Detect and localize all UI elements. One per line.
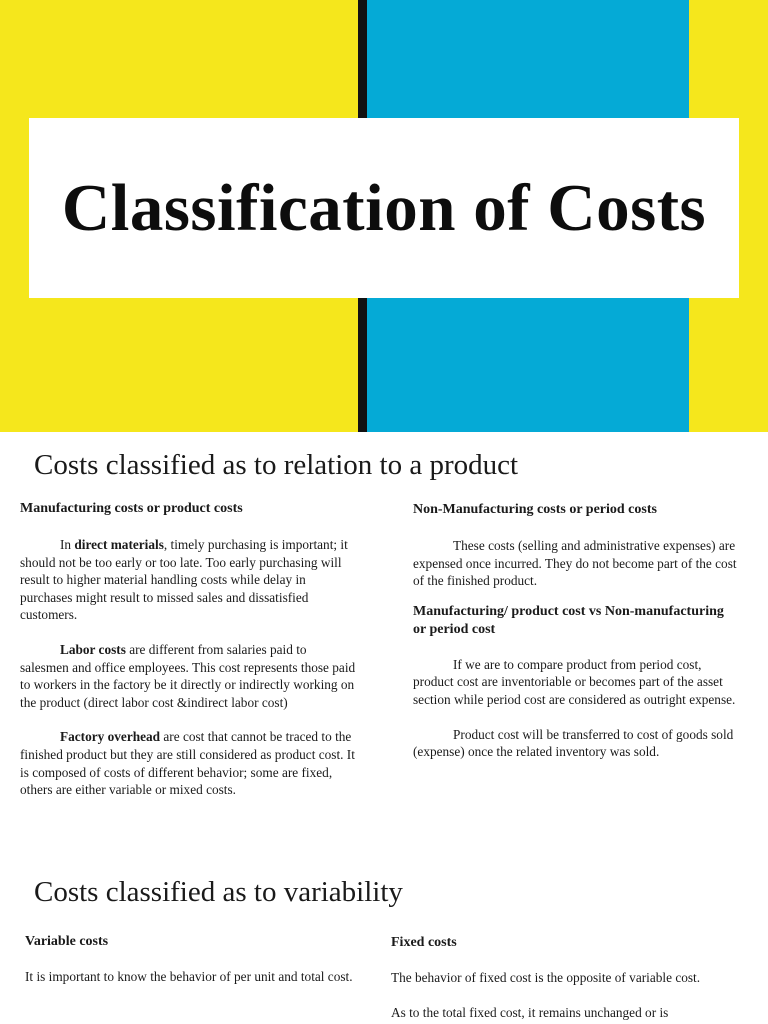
period-costs-paragraph: These costs (selling and administrative expenses) are expensed once incurred. They do not become part of the cost of the finished product.	[413, 538, 737, 589]
section-heading-variability: Costs classified as to variability	[34, 876, 403, 908]
manufacturing-costs-heading: Manufacturing costs or product costs	[20, 501, 243, 516]
title-banner	[0, 0, 768, 432]
product-vs-period-paragraph: If we are to compare product from period cost, product cost are inventoriable or becomes part of the asset section while period cost are considered as outright expense.	[413, 656, 736, 707]
fixed-costs-paragraph-1: The behavior of fixed cost is the opposite of variable cost.	[391, 970, 701, 985]
fixed-costs-heading: Fixed costs	[391, 935, 457, 950]
section-heading-product: Costs classified as to relation to a product	[34, 449, 519, 481]
labor-costs-paragraph: Labor costs are different from salaries paid to salesmen and office employees. This cost represents those paid to workers in the factory be it directly or indirectly working on the product (direct labor cost &indirect labor cost)	[20, 641, 356, 710]
fixed-costs-paragraph-2: As to the total fixed cost, it remains unchanged or is	[391, 1004, 669, 1020]
factory-overhead-paragraph: Factory overhead are cost that cannot be traced to the finished product but they are still considered as product cost. It is composed of costs of different behavior; some are fixed, others are either variable or mixed costs.	[20, 729, 355, 798]
page-title: Classification of Costs	[61, 170, 707, 245]
variable-costs-paragraph: It is important to know the behavior of per unit and total cost.	[25, 969, 353, 984]
product-vs-period-heading: Manufacturing/ product cost vs Non-manufacturing or period cost	[413, 603, 724, 637]
title-box	[29, 118, 739, 298]
fixed-costs-column	[391, 934, 753, 1021]
manufacturing-costs-column	[20, 500, 358, 799]
direct-materials-paragraph: In direct materials, timely purchasing is important; it should not be too early or too late. Too early purchasing will result to higher material handling costs while delay in purchases might result to missed sales and dissatisfied customers.	[20, 537, 348, 623]
non-manufacturing-costs-heading: Non-Manufacturing costs or period costs	[413, 502, 657, 517]
cost-of-goods-sold-paragraph: Product cost will be transferred to cost of goods sold (expense) once the related inventory was sold.	[413, 726, 734, 760]
non-manufacturing-costs-column	[413, 501, 738, 761]
variable-costs-heading: Variable costs	[25, 934, 109, 949]
variable-costs-column	[25, 933, 355, 986]
